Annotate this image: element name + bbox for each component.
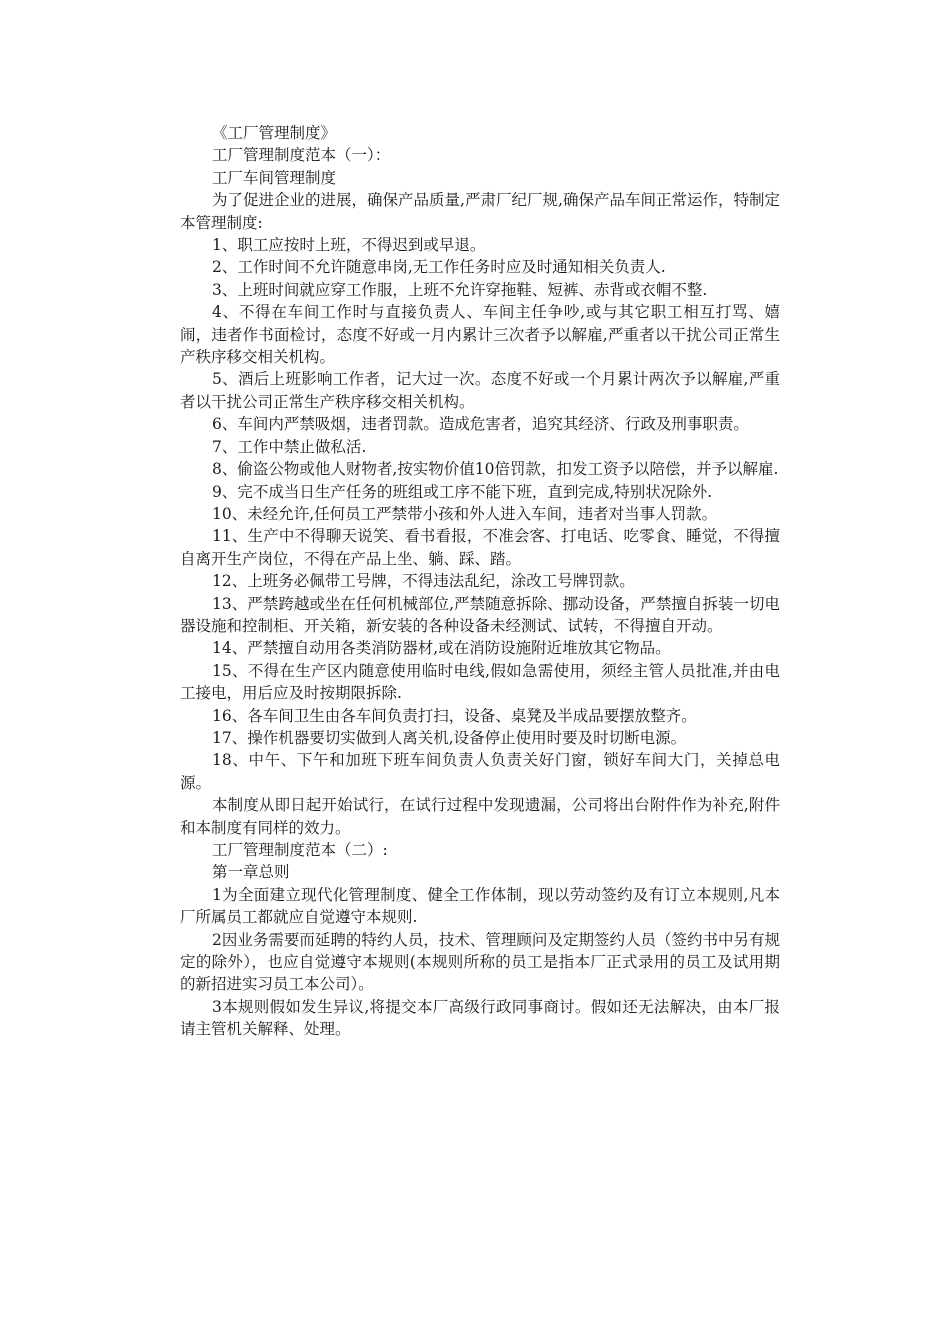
rule-item: 10、未经允许,任何员工严禁带小孩和外人进入车间，违者对当事人罚款。 [212,504,718,523]
article-item: 2因业务需要而延聘的特约人员，技术、管理顾问及定期签约人员（签约书中另有规定的除外），也应自觉遵守本规则(本规则所称的员工是指本厂正式录用的员工及试用期的新招进实习员工本公司）。 [180,930,780,994]
document-title: 《工厂管理制度》 [212,124,337,142]
rule-item: 3、上班时间就应穿工作服，上班不允许穿拖鞋、短裤、赤背或衣帽不整. [212,280,708,299]
rule-item: 1、职工应按时上班，不得迟到或早退。 [212,236,486,255]
article-item: 3本规则假如发生异议,将提交本厂高级行政同事商讨。假如还无法解决，由本厂报请主管机关解释、处理。 [180,997,780,1039]
rule-item: 11、生产中不得聊天说笑、看书看报，不准会客、打电话、吃零食、睡觉，不得擅自离开生产岗位，不得在产品上坐、躺、踩、踏。 [180,527,780,568]
document-body [180,122,780,1041]
rule-item: 7、工作中禁止做私活. [212,437,367,456]
rule-item: 16、各车间卫生由各车间负责打扫，设备、桌凳及半成品要摆放整齐。 [212,706,697,725]
rule-item: 18、中午、下午和加班下班车间负责人负责关好门窗，锁好车间大门，关掉总电源。 [180,751,780,792]
intro-paragraph: 为了促进企业的进展，确保产品质量,严肃厂纪厂规,确保产品车间正常运作，特制定本管理制度: [180,191,780,232]
rule-item: 9、完不成当日生产任务的班组或工序不能下班，直到完成,特别状况除外. [212,482,713,501]
rule-item: 15、不得在生产区内随意使用临时电线,假如急需使用，须经主管人员批准,并由电工接电，用后应及时按期限拆除. [180,661,780,703]
rule-item: 14、严禁擅自动用各类消防器材,或在消防设施附近堆放其它物品。 [212,639,671,658]
article-item: 1为全面建立现代化管理制度、健全工作体制，现以劳动签约及有订立本规则,凡本厂所属员工都就应自觉遵守本规则. [180,885,780,927]
chapter-heading: 第一章总则 [212,863,290,882]
rule-item: 5、酒后上班影响工作者，记大过一次。态度不好或一个月累计两次予以解雇,严重者以干扰公司正常生产秩序移交相关机构。 [180,370,780,411]
subsection-heading-workshop: 工厂车间管理制度 [212,168,337,187]
rule-item: 12、上班务必佩带工号牌，不得违法乱纪，涂改工号牌罚款。 [212,572,635,591]
section-heading-two: 工厂管理制度范本（二）: [212,841,388,859]
rule-item: 8、偷盗公物或他人财物者,按实物价值10倍罚款，扣发工资予以陪偿，并予以解雇. [212,460,779,479]
rule-item: 17、操作机器要切实做到人离关机,设备停止使用时要及时切断电源。 [212,728,687,747]
rule-item: 2、工作时间不允许随意串岗,无工作任务时应及时通知相关负责人. [212,258,666,277]
section-heading-one: 工厂管理制度范本（一）： [212,146,391,165]
rule-item: 6、车间内严禁吸烟，违者罚款。造成危害者，追究其经济、行政及刑事职责。 [212,415,749,434]
rule-item: 4、不得在车间工作时与直接负责人、车间主任争吵,或与其它职工相互打骂、嬉闹，违者作书面检讨，态度不好或一月内累计三次者予以解雇,严重者以干扰公司正常生产秩序移交相关机构。 [180,303,780,367]
closing-paragraph: 本制度从即日起开始试行，在试行过程中发现遗漏，公司将出台附件作为补充,附件和本制度有同样的效力。 [180,796,780,837]
rule-item: 13、严禁跨越或坐在任何机械部位,严禁随意拆除、挪动设备，严禁擅自拆装一切电器设施和控制柜、开关箱，新安装的各种设备未经测试、试转，不得擅自开动。 [180,594,780,635]
